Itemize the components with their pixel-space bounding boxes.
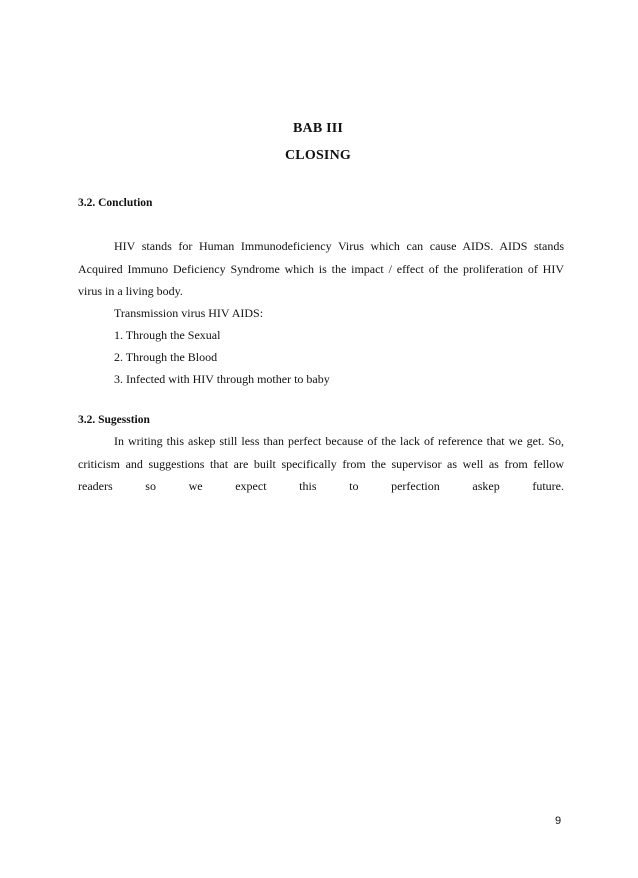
chapter-title: CLOSING	[285, 148, 351, 163]
transmission-item-3: 3. Infected with HIV through mother to baby	[114, 372, 330, 386]
conclusion-paragraph: HIV stands for Human Immunodeficiency Virus which can cause AIDS. AIDS stands Acquired Immuno Deficiency Syndrome which is the impact / effect of the proliferation of HIV virus in a living body.	[78, 239, 564, 298]
page-number: 9	[555, 815, 562, 827]
transmission-intro: Transmission virus HIV AIDS:	[114, 306, 264, 320]
suggestion-heading: 3.2. Sugesstion	[78, 414, 150, 426]
transmission-item-1: 1. Through the Sexual	[114, 328, 221, 342]
conclusion-heading: 3.2. Conclution	[78, 197, 153, 209]
transmission-item-2: 2. Through the Blood	[114, 350, 218, 364]
chapter-label: BAB III	[292, 121, 344, 136]
suggestion-paragraph: In writing this askep still less than perfect because of the lack of reference that we get. So, criticism and suggestions that are built specifically from the supervisor as well as from fellow readers so we expect this to perfection askep future.	[78, 434, 564, 493]
